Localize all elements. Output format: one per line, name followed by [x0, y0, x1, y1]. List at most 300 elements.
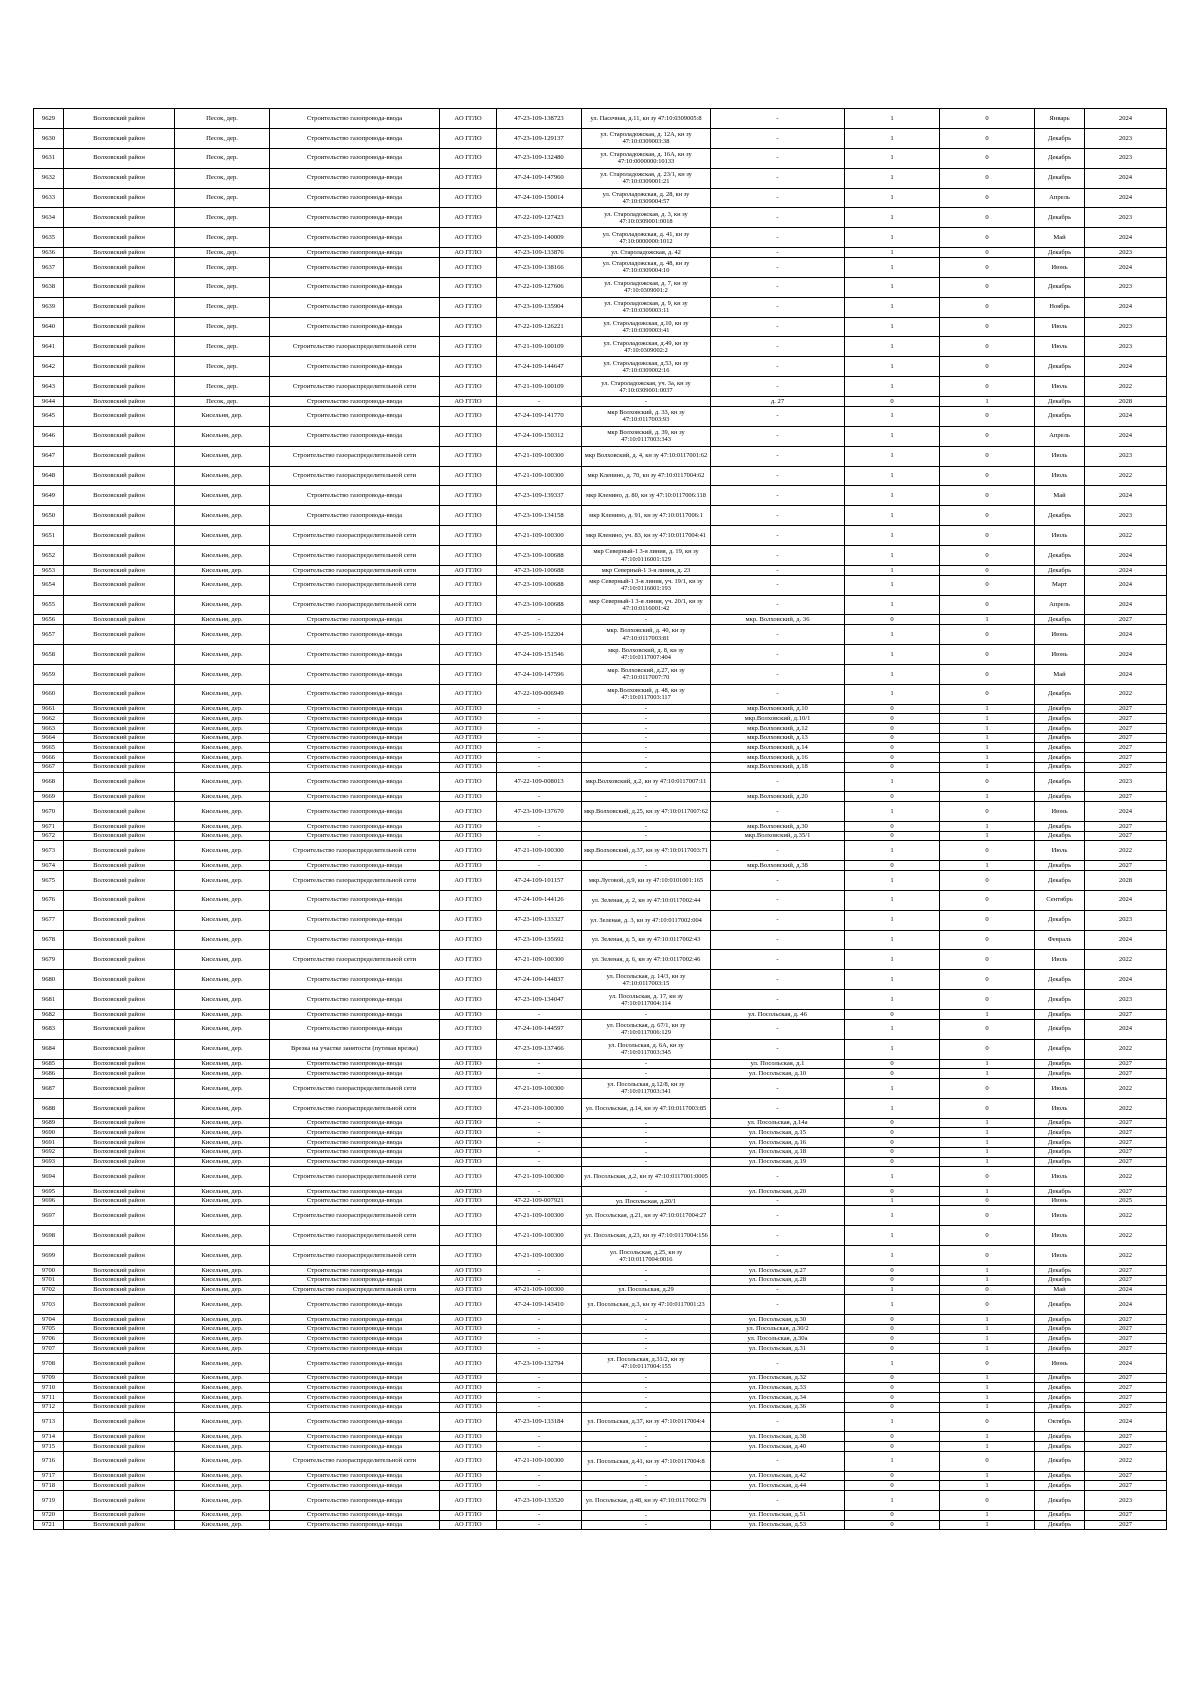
cell-count-a: 1: [845, 357, 940, 377]
cell-work-type: Строительство газопровода-ввода: [270, 208, 440, 228]
cell-address-plan: ул. Посольская, д.28: [711, 1275, 845, 1285]
cell-count-b: 0: [940, 664, 1035, 684]
cell-application-code: 47-23-109-100688: [497, 595, 582, 615]
cell-address-plan: -: [711, 406, 845, 426]
cell-organization: АО ГГЛО: [440, 575, 497, 595]
cell-district: Волховский район: [64, 1039, 175, 1059]
cell-application-code: -: [497, 1128, 582, 1138]
table-row: [34, 297, 1167, 317]
cell-settlement: Кисельня, дер.: [175, 565, 270, 575]
cell-year: 2027: [1085, 1059, 1167, 1069]
cell-month: Июнь: [1035, 802, 1085, 822]
cell-address-plan: -: [711, 208, 845, 228]
cell-month: Апрель: [1035, 595, 1085, 615]
table-row: [34, 1147, 1167, 1157]
cell-address-plan: -: [711, 188, 845, 208]
cell-month: Ноябрь: [1035, 297, 1085, 317]
cell-work-type: Строительство газораспределительной сети: [270, 1098, 440, 1118]
cell-organization: АО ГГЛО: [440, 950, 497, 970]
cell-count-a: 0: [845, 821, 940, 831]
cell-address-plan: -: [711, 317, 845, 337]
cell-count-a: 1: [845, 377, 940, 397]
cell-district: Волховский район: [64, 109, 175, 129]
cell-district: Волховский район: [64, 1402, 175, 1412]
cell-count-a: 1: [845, 930, 940, 950]
cell-address-plan: ул. Посольская, д.30: [711, 1315, 845, 1325]
cell-organization: АО ГГЛО: [440, 802, 497, 822]
cell-count-a: 0: [845, 1373, 940, 1383]
cell-settlement: Песок, дер.: [175, 168, 270, 188]
cell-settlement: Кисельня, дер.: [175, 990, 270, 1010]
cell-month: Июль: [1035, 1226, 1085, 1246]
cell-month: Май: [1035, 228, 1085, 248]
table-row: [34, 714, 1167, 724]
cell-address-cadastral: -: [582, 733, 711, 743]
cell-organization: АО ГГЛО: [440, 1010, 497, 1020]
cell-address-plan: мкр.Волховский, д.16: [711, 753, 845, 763]
cell-settlement: Кисельня, дер.: [175, 753, 270, 763]
cell-address-plan: -: [711, 546, 845, 566]
table-row: [34, 1393, 1167, 1403]
table-row: [34, 1098, 1167, 1118]
cell-application-code: -: [497, 1118, 582, 1128]
cell-address-cadastral: мкр. Волховский, д.27, кн зу 47:10:0117007:70: [582, 664, 711, 684]
cell-organization: АО ГГЛО: [440, 724, 497, 734]
cell-organization: АО ГГЛО: [440, 1206, 497, 1226]
cell-number: 9704: [34, 1315, 64, 1325]
cell-count-b: 1: [940, 1481, 1035, 1491]
cell-settlement: Кисельня, дер.: [175, 1275, 270, 1285]
cell-count-a: 1: [845, 526, 940, 546]
cell-district: Волховский район: [64, 257, 175, 277]
table-row: [34, 357, 1167, 377]
cell-year: 2023: [1085, 128, 1167, 148]
cell-month: Декабрь: [1035, 1451, 1085, 1471]
cell-district: Волховский район: [64, 762, 175, 772]
cell-address-cadastral: ул. Посольская, д. 14/3, кн зу 47:10:0117003:15: [582, 970, 711, 990]
cell-application-code: 47-21-109-100300: [497, 526, 582, 546]
cell-address-cadastral: ул. Посольская, д.3, кн зу 47:10:0117001:23: [582, 1295, 711, 1315]
cell-month: Июнь: [1035, 645, 1085, 665]
cell-count-b: 0: [940, 1079, 1035, 1099]
cell-count-b: 1: [940, 1383, 1035, 1393]
cell-number: 9701: [34, 1275, 64, 1285]
cell-count-b: 0: [940, 684, 1035, 704]
cell-application-code: 47-21-109-100109: [497, 377, 582, 397]
cell-settlement: Кисельня, дер.: [175, 645, 270, 665]
cell-address-plan: мкр.Волховский, д.18: [711, 762, 845, 772]
cell-count-b: 0: [940, 248, 1035, 258]
cell-count-a: 1: [845, 970, 940, 990]
cell-number: 9631: [34, 148, 64, 168]
cell-organization: АО ГГЛО: [440, 526, 497, 546]
cell-count-a: 0: [845, 1147, 940, 1157]
cell-month: Декабрь: [1035, 148, 1085, 168]
cell-application-code: -: [497, 831, 582, 841]
cell-work-type: Строительство газопровода-ввода: [270, 1412, 440, 1432]
cell-year: 2027: [1085, 1510, 1167, 1520]
cell-count-a: 1: [845, 1167, 940, 1187]
cell-address-plan: ул. Посольская, д.1: [711, 1059, 845, 1069]
table-row: [34, 1315, 1167, 1325]
cell-month: Декабрь: [1035, 821, 1085, 831]
cell-count-a: 1: [845, 188, 940, 208]
cell-organization: АО ГГЛО: [440, 1128, 497, 1138]
cell-month: Июль: [1035, 950, 1085, 970]
cell-month: Декабрь: [1035, 506, 1085, 526]
cell-month: Декабрь: [1035, 1510, 1085, 1520]
cell-count-a: 0: [845, 704, 940, 714]
cell-organization: АО ГГЛО: [440, 1412, 497, 1432]
cell-address-cadastral: ул. Староладожская, д. 12А, кн зу 47:10:0309003:38: [582, 128, 711, 148]
cell-settlement: Кисельня, дер.: [175, 615, 270, 625]
cell-organization: АО ГГЛО: [440, 1059, 497, 1069]
cell-district: Волховский район: [64, 733, 175, 743]
cell-count-a: 1: [845, 890, 940, 910]
cell-work-type: Строительство газопровода-ввода: [270, 257, 440, 277]
cell-organization: АО ГГЛО: [440, 1481, 497, 1491]
cell-address-cadastral: ул. Староладожская, д. 23/1, кн зу 47:10:0309001:21: [582, 168, 711, 188]
cell-count-a: 1: [845, 802, 940, 822]
cell-organization: АО ГГЛО: [440, 595, 497, 615]
cell-month: Декабрь: [1035, 397, 1085, 407]
cell-year: 2023: [1085, 337, 1167, 357]
cell-organization: АО ГГЛО: [440, 1069, 497, 1079]
cell-settlement: Песок, дер.: [175, 257, 270, 277]
cell-work-type: Строительство газораспределительной сети: [270, 1079, 440, 1099]
cell-count-b: 0: [940, 1353, 1035, 1373]
table-row: [34, 1275, 1167, 1285]
cell-year: 2024: [1085, 168, 1167, 188]
cell-address-cadastral: ул. Посольская, д.12/8, кн зу 47:10:0117003:341: [582, 1079, 711, 1099]
cell-count-b: 1: [940, 1402, 1035, 1412]
cell-count-a: 1: [845, 1196, 940, 1206]
cell-count-a: 1: [845, 109, 940, 129]
cell-count-b: 1: [940, 733, 1035, 743]
cell-application-code: -: [497, 1187, 582, 1197]
cell-district: Волховский район: [64, 446, 175, 466]
cell-number: 9713: [34, 1412, 64, 1432]
cell-count-a: 1: [845, 426, 940, 446]
cell-year: 2027: [1085, 1128, 1167, 1138]
cell-application-code: -: [497, 1471, 582, 1481]
cell-address-plan: ул. Посольская, д.38: [711, 1432, 845, 1442]
cell-count-a: 0: [845, 1128, 940, 1138]
cell-year: 2027: [1085, 1344, 1167, 1354]
cell-address-plan: -: [711, 337, 845, 357]
cell-count-a: 1: [845, 841, 940, 861]
cell-settlement: Кисельня, дер.: [175, 1442, 270, 1452]
cell-month: Декабрь: [1035, 704, 1085, 714]
table-row: [34, 821, 1167, 831]
cell-address-plan: -: [711, 575, 845, 595]
cell-district: Волховский район: [64, 930, 175, 950]
cell-address-cadastral: мкр.Волховский, д.2, кн зу 47:10:0117007:11: [582, 772, 711, 792]
cell-settlement: Кисельня, дер.: [175, 575, 270, 595]
cell-organization: АО ГГЛО: [440, 1295, 497, 1315]
table-row: [34, 664, 1167, 684]
cell-count-a: 0: [845, 1383, 940, 1393]
cell-month: Июль: [1035, 526, 1085, 546]
cell-address-cadastral: -: [582, 1069, 711, 1079]
cell-application-code: -: [497, 1481, 582, 1491]
cell-count-b: 0: [940, 595, 1035, 615]
table-row: [34, 168, 1167, 188]
cell-district: Волховский район: [64, 1520, 175, 1530]
cell-month: Декабрь: [1035, 762, 1085, 772]
cell-count-a: 0: [845, 743, 940, 753]
cell-work-type: Строительство газопровода-ввода: [270, 1157, 440, 1167]
cell-work-type: Строительство газопровода-ввода: [270, 990, 440, 1010]
cell-district: Волховский район: [64, 1079, 175, 1099]
cell-month: Декабрь: [1035, 870, 1085, 890]
cell-district: Волховский район: [64, 684, 175, 704]
cell-address-plan: ул. Посольская, д.34: [711, 1393, 845, 1403]
cell-count-a: 0: [845, 1275, 940, 1285]
cell-number: 9644: [34, 397, 64, 407]
cell-year: 2027: [1085, 1138, 1167, 1148]
cell-count-b: 0: [940, 910, 1035, 930]
cell-address-plan: ул. Посольская, д.16: [711, 1138, 845, 1148]
table-row: [34, 466, 1167, 486]
cell-address-plan: -: [711, 277, 845, 297]
cell-address-plan: -: [711, 446, 845, 466]
cell-number: 9656: [34, 615, 64, 625]
cell-organization: АО ГГЛО: [440, 406, 497, 426]
cell-count-b: 0: [940, 1295, 1035, 1315]
cell-address-plan: -: [711, 772, 845, 792]
cell-application-code: -: [497, 1373, 582, 1383]
cell-year: 2022: [1085, 950, 1167, 970]
cell-settlement: Песок, дер.: [175, 337, 270, 357]
cell-address-plan: мкр.Волховский, д.13: [711, 733, 845, 743]
table-row: [34, 1353, 1167, 1373]
cell-application-code: -: [497, 1383, 582, 1393]
cell-application-code: -: [497, 1442, 582, 1452]
cell-organization: АО ГГЛО: [440, 466, 497, 486]
cell-work-type: Строительство газораспределительной сети: [270, 870, 440, 890]
cell-organization: АО ГГЛО: [440, 753, 497, 763]
cell-address-cadastral: мкр Северный-1 3-я линия, д. 23: [582, 565, 711, 575]
cell-address-plan: -: [711, 1226, 845, 1246]
cell-address-cadastral: -: [582, 1481, 711, 1491]
cell-application-code: -: [497, 1344, 582, 1354]
cell-application-code: 47-25-109-152204: [497, 625, 582, 645]
table-row: [34, 317, 1167, 337]
cell-count-a: 1: [845, 1098, 940, 1118]
cell-address-cadastral: -: [582, 1344, 711, 1354]
cell-year: 2022: [1085, 1079, 1167, 1099]
cell-organization: АО ГГЛО: [440, 890, 497, 910]
cell-district: Волховский район: [64, 1069, 175, 1079]
cell-district: Волховский район: [64, 357, 175, 377]
cell-work-type: Строительство газораспределительной сети: [270, 337, 440, 357]
cell-year: 2024: [1085, 426, 1167, 446]
cell-settlement: Песок, дер.: [175, 377, 270, 397]
cell-district: Волховский район: [64, 1266, 175, 1276]
cell-month: Декабрь: [1035, 743, 1085, 753]
cell-number: 9692: [34, 1147, 64, 1157]
cell-month: Декабрь: [1035, 546, 1085, 566]
cell-year: 2022: [1085, 1206, 1167, 1226]
cell-district: Волховский район: [64, 1128, 175, 1138]
cell-count-b: 1: [940, 753, 1035, 763]
cell-address-cadastral: -: [582, 1010, 711, 1020]
cell-number: 9674: [34, 861, 64, 871]
cell-address-cadastral: -: [582, 743, 711, 753]
cell-address-cadastral: мкр Волховский, д. 33, кн зу 47:10:0117003:93: [582, 406, 711, 426]
table-row: [34, 1344, 1167, 1354]
cell-district: Волховский район: [64, 792, 175, 802]
cell-year: 2022: [1085, 1039, 1167, 1059]
cell-number: 9632: [34, 168, 64, 188]
table-row: [34, 248, 1167, 258]
cell-work-type: Строительство газораспределительной сети: [270, 595, 440, 615]
cell-month: Июль: [1035, 317, 1085, 337]
cell-month: Июль: [1035, 1098, 1085, 1118]
cell-settlement: Кисельня, дер.: [175, 684, 270, 704]
cell-year: 2024: [1085, 645, 1167, 665]
cell-number: 9705: [34, 1324, 64, 1334]
cell-month: Декабрь: [1035, 1275, 1085, 1285]
cell-organization: АО ГГЛО: [440, 228, 497, 248]
cell-address-plan: -: [711, 684, 845, 704]
cell-year: 2027: [1085, 1481, 1167, 1491]
cell-district: Волховский район: [64, 506, 175, 526]
cell-address-plan: -: [711, 1039, 845, 1059]
cell-work-type: Строительство газопровода-ввода: [270, 1383, 440, 1393]
cell-count-b: 0: [940, 109, 1035, 129]
cell-organization: АО ГГЛО: [440, 1019, 497, 1039]
cell-year: 2027: [1085, 714, 1167, 724]
cell-year: 2027: [1085, 1266, 1167, 1276]
cell-settlement: Кисельня, дер.: [175, 1226, 270, 1246]
cell-number: 9654: [34, 575, 64, 595]
cell-work-type: Строительство газораспределительной сети: [270, 546, 440, 566]
cell-count-b: 1: [940, 1373, 1035, 1383]
cell-settlement: Кисельня, дер.: [175, 890, 270, 910]
cell-number: 9691: [34, 1138, 64, 1148]
cell-count-b: 0: [940, 870, 1035, 890]
cell-address-plan: -: [711, 486, 845, 506]
cell-application-code: 47-24-109-147960: [497, 168, 582, 188]
cell-count-b: 1: [940, 1344, 1035, 1354]
cell-address-cadastral: -: [582, 821, 711, 831]
cell-count-a: 1: [845, 950, 940, 970]
table-row: [34, 615, 1167, 625]
cell-count-b: 0: [940, 575, 1035, 595]
cell-year: 2024: [1085, 406, 1167, 426]
cell-organization: АО ГГЛО: [440, 1138, 497, 1148]
cell-month: Декабрь: [1035, 1373, 1085, 1383]
cell-organization: АО ГГЛО: [440, 1147, 497, 1157]
cell-number: 9712: [34, 1402, 64, 1412]
cell-count-a: 1: [845, 772, 940, 792]
cell-application-code: -: [497, 714, 582, 724]
cell-application-code: -: [497, 762, 582, 772]
cell-settlement: Кисельня, дер.: [175, 792, 270, 802]
cell-settlement: Кисельня, дер.: [175, 1059, 270, 1069]
cell-organization: АО ГГЛО: [440, 1196, 497, 1206]
cell-address-cadastral: -: [582, 1324, 711, 1334]
cell-application-code: -: [497, 1147, 582, 1157]
cell-settlement: Кисельня, дер.: [175, 1510, 270, 1520]
cell-count-a: 1: [845, 228, 940, 248]
cell-year: 2027: [1085, 1393, 1167, 1403]
cell-settlement: Кисельня, дер.: [175, 466, 270, 486]
cell-district: Волховский район: [64, 970, 175, 990]
cell-application-code: -: [497, 704, 582, 714]
cell-count-a: 0: [845, 1393, 940, 1403]
cell-settlement: Кисельня, дер.: [175, 1039, 270, 1059]
cell-year: 2027: [1085, 615, 1167, 625]
cell-settlement: Кисельня, дер.: [175, 1471, 270, 1481]
cell-district: Волховский район: [64, 1471, 175, 1481]
cell-work-type: Строительство газопровода-ввода: [270, 831, 440, 841]
cell-work-type: Строительство газопровода-ввода: [270, 772, 440, 792]
cell-count-b: 0: [940, 148, 1035, 168]
cell-address-plan: -: [711, 168, 845, 188]
cell-year: 2024: [1085, 297, 1167, 317]
cell-number: 9648: [34, 466, 64, 486]
cell-year: 2024: [1085, 188, 1167, 208]
cell-address-cadastral: -: [582, 1334, 711, 1344]
cell-address-plan: -: [711, 1246, 845, 1266]
cell-address-cadastral: -: [582, 1138, 711, 1148]
cell-settlement: Кисельня, дер.: [175, 1491, 270, 1511]
cell-settlement: Кисельня, дер.: [175, 1098, 270, 1118]
cell-count-b: 0: [940, 1491, 1035, 1511]
cell-application-code: 47-24-109-150312: [497, 426, 582, 446]
cell-organization: АО ГГЛО: [440, 1491, 497, 1511]
cell-work-type: Строительство газораспределительной сети: [270, 841, 440, 861]
cell-work-type: Строительство газораспределительной сети: [270, 446, 440, 466]
cell-month: Декабрь: [1035, 208, 1085, 228]
cell-organization: АО ГГЛО: [440, 1451, 497, 1471]
cell-month: Июль: [1035, 466, 1085, 486]
cell-address-plan: ул. Посольская, д.20: [711, 1187, 845, 1197]
cell-district: Волховский район: [64, 1393, 175, 1403]
cell-work-type: Строительство газопровода-ввода: [270, 1520, 440, 1530]
cell-application-code: 47-23-109-133184: [497, 1412, 582, 1432]
cell-settlement: Кисельня, дер.: [175, 704, 270, 714]
cell-organization: АО ГГЛО: [440, 565, 497, 575]
cell-address-cadastral: -: [582, 1510, 711, 1520]
cell-organization: АО ГГЛО: [440, 1167, 497, 1187]
cell-settlement: Кисельня, дер.: [175, 625, 270, 645]
cell-count-b: 1: [940, 1010, 1035, 1020]
cell-address-plan: д. 27: [711, 397, 845, 407]
cell-settlement: Кисельня, дер.: [175, 426, 270, 446]
cell-district: Волховский район: [64, 831, 175, 841]
cell-address-plan: -: [711, 1206, 845, 1226]
cell-organization: АО ГГЛО: [440, 1324, 497, 1334]
cell-application-code: -: [497, 1402, 582, 1412]
cell-settlement: Кисельня, дер.: [175, 743, 270, 753]
cell-address-plan: мкр.Волховский, д.35/1: [711, 831, 845, 841]
cell-district: Волховский район: [64, 772, 175, 792]
cell-month: Декабрь: [1035, 792, 1085, 802]
cell-organization: АО ГГЛО: [440, 861, 497, 871]
cell-application-code: -: [497, 1275, 582, 1285]
cell-count-b: 0: [940, 950, 1035, 970]
cell-month: Май: [1035, 486, 1085, 506]
cell-count-b: 0: [940, 228, 1035, 248]
cell-count-b: 0: [940, 645, 1035, 665]
cell-settlement: Кисельня, дер.: [175, 1266, 270, 1276]
cell-month: Июль: [1035, 841, 1085, 861]
cell-application-code: -: [497, 397, 582, 407]
